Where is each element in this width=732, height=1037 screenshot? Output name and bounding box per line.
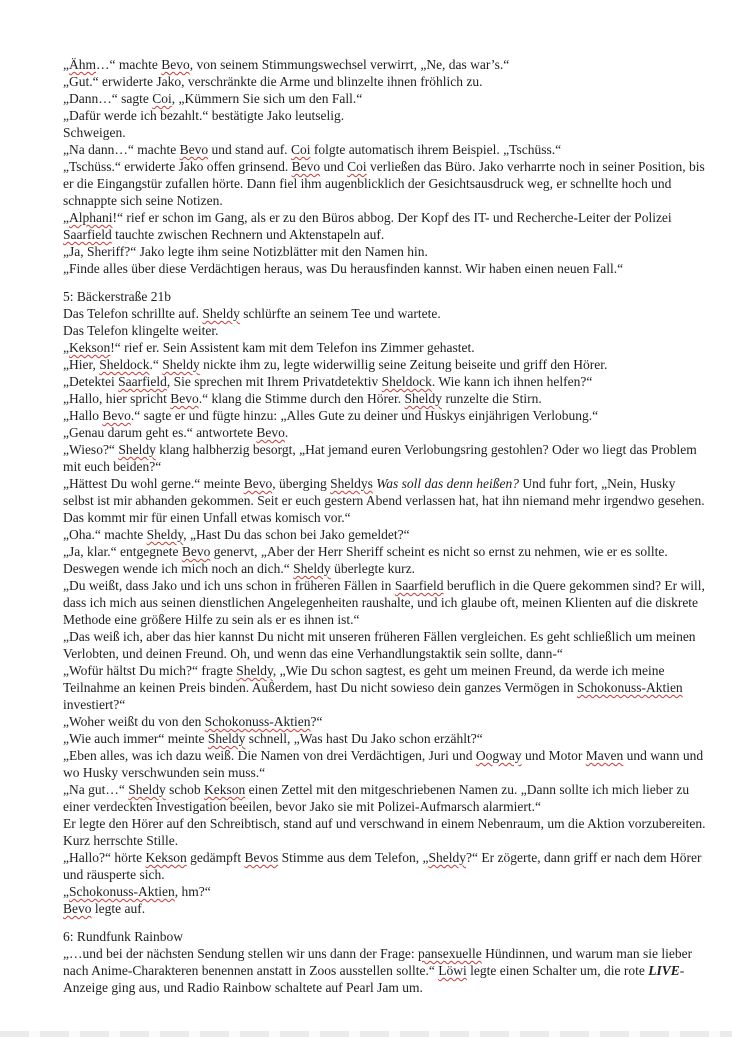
paragraph-spacer <box>63 277 708 288</box>
misspelled-word: Bevo <box>243 476 273 491</box>
text-run: Und fuhr fort, „Nein, Husky selbst ist mir abhanden gekommen. Seit er euch gestern Abend verlassen hat, hat ihn niemand mehr irgendwo gesehen. Das kommt mir für einen Unfall etwas komisch vor.“ <box>63 476 705 525</box>
text-run: .“ klang die Stimme durch den Hörer. <box>198 391 405 406</box>
paragraph <box>63 390 708 407</box>
misspelled-word: Sheldy <box>207 731 246 746</box>
text-run: „Gut.“ erwiderte Jako, verschränkte die Arme und blinzelte ihnen fröhlich zu. <box>63 74 483 89</box>
paragraph <box>63 305 708 322</box>
misspelled-word: Sheldy <box>162 357 200 372</box>
text-run: , von seinem Stimmungswechsel verwirrt, „Ne, das war’s.“ <box>189 57 510 72</box>
paragraph <box>63 713 708 730</box>
text-run: einen Zettel mit den mitgeschriebenen Namen zu. „Dann sollte ich mich lieber zu einer verdeckten Investigation beeilen, bevor Jako sie mit Polizei-Aufmarsch alarmiert.“ <box>63 782 690 814</box>
text-run: „Hier, <box>63 357 100 372</box>
paragraph <box>63 543 708 577</box>
misspelled-word: Sheldy <box>293 561 331 576</box>
paragraph <box>63 339 708 356</box>
text-run: Hündinnen, und warum man sie lieber nach Anime-Charakteren benennen anstatt in Zoos ausstellen sollte.“ <box>63 946 693 978</box>
text-run: „ <box>63 57 69 72</box>
misspelled-word: Bevo <box>102 408 131 423</box>
paragraph <box>63 900 708 917</box>
misspelled-word: pansexuelle <box>418 946 482 961</box>
text-run: , Sie sprechen mit Ihrem Privatdetektiv <box>166 374 382 389</box>
text-run: „ <box>63 210 69 225</box>
text-run: schnell, „Was hast Du Jako schon erzählt?“ <box>245 731 483 746</box>
text-run: schlürfte an seinem Tee und wartete. <box>239 306 441 321</box>
text-run: „Na dann…“ machte <box>63 142 180 157</box>
paragraph-spacer <box>63 917 708 928</box>
text-run: „ <box>63 340 69 355</box>
misspelled-word: Bevo <box>256 425 285 440</box>
emphasis-run: LIVE <box>648 963 680 978</box>
text-run: . <box>284 425 289 440</box>
paragraph <box>63 730 708 747</box>
paragraph <box>63 73 708 90</box>
paragraph <box>63 577 708 628</box>
misspelled-word: Maven <box>585 748 624 763</box>
misspelled-word: Coi <box>152 91 172 106</box>
document-text-body[interactable] <box>63 56 708 996</box>
text-run: legte auf. <box>91 901 146 916</box>
section-heading <box>63 928 708 945</box>
misspelled-word: Schokonuss-Aktien <box>204 714 311 729</box>
paragraph <box>63 107 708 124</box>
text-run: !“ rief er schon im Gang, als er zu den Büros abbog. Der Kopf des IT- und Recherche-Leiter der Polizei <box>112 210 672 225</box>
misspelled-word: Schokonuss-Aktien <box>69 884 175 899</box>
misspelled-word: Bevo <box>63 901 92 916</box>
text-run: …“ machte <box>96 57 162 72</box>
paragraph <box>63 209 708 243</box>
text-run: tauchte zwischen Rechnern und Aktenstapeln auf. <box>111 227 385 242</box>
text-run: „Dafür werde ich bezahlt.“ bestätigte Jako leutselig. <box>63 108 345 123</box>
text-run: „Ja, klar.“ entgegnete <box>63 544 182 559</box>
text-run: Das Telefon schrillte auf. <box>63 306 203 321</box>
misspelled-word: Sheldy <box>428 850 466 865</box>
text-run: nickte ihm zu, legte widerwillig seine Zeitung beiseite und griff den Hörer. <box>199 357 608 372</box>
paragraph <box>63 141 708 158</box>
text-run: Das Telefon klingelte weiter. <box>63 323 219 338</box>
text-run: , „Hast Du das schon bei Jako gemeldet?“ <box>183 527 410 542</box>
misspelled-word: Kekson <box>69 340 111 355</box>
text-run: Stimme aus dem Telefon, „ <box>278 850 429 865</box>
misspelled-word: Kekson <box>145 850 187 865</box>
paragraph <box>63 56 708 73</box>
misspelled-word: Saarfield <box>118 374 167 389</box>
paragraph <box>63 441 708 475</box>
paragraph <box>63 373 708 390</box>
text-run: schob <box>165 782 204 797</box>
text-run: .“ sagte er und fügte hinzu: „Alles Gute zu deiner und Huskys einjährigen Verlobung.“ <box>130 408 599 423</box>
misspelled-word: Oogway <box>475 748 522 763</box>
misspelled-word: Sheldy <box>128 782 166 797</box>
text-run: „ <box>63 884 69 899</box>
text-run: „…und bei der nächsten Sendung stellen wir uns dann der Frage: <box>63 946 419 961</box>
paragraph <box>63 407 708 424</box>
text-run: „Dann…“ sagte <box>63 91 153 106</box>
misspelled-word: Bevo <box>170 391 199 406</box>
text-run: „Detektei <box>63 374 119 389</box>
text-run: . Wie kann ich ihnen helfen?“ <box>431 374 593 389</box>
text-run: „Du weißt, dass Jako und ich uns schon in früheren Fällen in <box>63 578 395 593</box>
paragraph <box>63 90 708 107</box>
text-run: .“ <box>149 357 163 372</box>
paragraph <box>63 158 708 209</box>
paragraph <box>63 243 708 260</box>
paragraph <box>63 124 708 141</box>
misspelled-word: Kekson <box>204 782 246 797</box>
misspelled-word: Sheldock <box>99 357 150 372</box>
misspelled-word: Alphani <box>69 210 113 225</box>
misspelled-word: Ähm <box>69 57 96 72</box>
text-run: und stand auf. <box>208 142 291 157</box>
text-run: runzelte die Stirn. <box>442 391 542 406</box>
text-run: und wann und wo Husky verschwunden sein muss.“ <box>63 748 704 780</box>
text-run: „Wie auch immer“ meinte <box>63 731 208 746</box>
text-run: „Hallo, hier spricht <box>63 391 171 406</box>
text-run: „Finde alles über diese Verdächtigen heraus, was Du herausfinden kannst. Wir haben einen neuen Fall.“ <box>63 261 624 276</box>
paragraph <box>63 424 708 441</box>
text-run: „Na gut…“ <box>63 782 129 797</box>
text-run: „Wieso?“ <box>63 442 119 457</box>
misspelled-word: Sheldy <box>404 391 443 406</box>
misspelled-word: Saarfield <box>394 578 444 593</box>
text-run: „Wofür hältst Du mich?“ fragte <box>63 663 237 678</box>
text-run: „Das weiß ich, aber das hier kannst Du nicht mit unseren früheren Fällen vergleichen. Es geht schließlich um meinen Verlobten, und deinen Freund. Oh, und wenn das eine Verhandlungstaktik sein sollte, dann-“ <box>63 629 696 661</box>
text-run: folgte automatisch ihrem Beispiel. „Tschüss.“ <box>310 142 562 157</box>
text-run: ?“ Er zögerte, dann griff er nach dem Hörer und räusperte sich. <box>63 850 702 882</box>
text-run: investiert?“ <box>63 697 126 712</box>
text-run: klang halbherzig besorgt, „Hat jemand euren Verlobungsring gestohlen? Oder wo liegt das Problem mit euch beiden?“ <box>63 442 697 474</box>
text-run: 5: Bäckerstraße 21b <box>63 289 171 304</box>
section-heading <box>63 288 708 305</box>
text-run: „Hallo?“ hörte <box>63 850 146 865</box>
paragraph <box>63 883 708 900</box>
emphasis-run: Was soll das denn heißen? <box>376 476 519 491</box>
text-run: gedämpft <box>186 850 245 865</box>
text-run: „Ja, Sheriff?“ Jako legte ihm seine Notizblätter mit den Namen hin. <box>63 244 428 259</box>
paragraph <box>63 945 708 996</box>
paragraph <box>63 628 708 662</box>
text-run: Er legte den Hörer auf den Schreibtisch, stand auf und verschwand in einem Nebenraum, um die Aktion vorzubereiten. Kurz herrschte Stille. <box>63 816 706 848</box>
misspelled-word: Sheldys <box>330 476 373 491</box>
text-run: -Anzeige ging aus, und Radio Rainbow schaltete auf Pearl Jam um. <box>63 963 685 995</box>
text-run: „Hättest Du wohl gerne.“ meinte <box>63 476 244 491</box>
paragraph <box>63 260 708 277</box>
text-run: und Motor <box>521 748 586 763</box>
text-run: und <box>320 159 348 174</box>
text-run: 6: Rundfunk Rainbow <box>63 929 183 944</box>
misspelled-word: Sheldy <box>118 442 156 457</box>
misspelled-word: Löwi <box>438 963 467 978</box>
paragraph <box>63 781 708 815</box>
text-run: „Eben alles, was ich dazu weiß. Die Namen von drei Verdächtigen, Juri und <box>63 748 476 763</box>
paragraph <box>63 526 708 543</box>
text-run: Schweigen. <box>63 125 126 140</box>
paragraph <box>63 662 708 713</box>
paragraph <box>63 322 708 339</box>
text-run: überlegte kurz. <box>330 561 416 576</box>
misspelled-word: Bevo <box>291 159 321 174</box>
paragraph <box>63 747 708 781</box>
text-run: „Oha.“ machte <box>63 527 147 542</box>
text-run: , hm?“ <box>174 884 211 899</box>
text-run: „Woher weißt du von den <box>63 714 205 729</box>
text-run: ?“ <box>310 714 323 729</box>
misspelled-word: Sheldy <box>202 306 240 321</box>
paragraph <box>63 849 708 883</box>
paragraph <box>63 356 708 373</box>
text-run: „Tschüss.“ erwiderte Jako offen grinsend. <box>63 159 292 174</box>
text-run: genervt, „Aber der Herr Sheriff scheint es nicht so ernst zu nehmen, wie er es sollte. Deswegen wende ich mich noch an dich.“ <box>63 544 668 576</box>
page-break-edge-decoration <box>0 1031 732 1037</box>
text-run: „Genau darum geht es.“ antwortete <box>63 425 257 440</box>
misspelled-word: Coi <box>290 142 311 157</box>
text-run: , überging <box>272 476 331 491</box>
misspelled-word: Sheldy <box>146 527 184 542</box>
text-run: beruflich in die Quere gekommen sind? Er will, dass ich mich aus seinen dienstlichen Angelegenheiten raushalte, und ich glaube oft, meinen Klienten auf die diskrete Methode eine größere Hilfe zu sein als er es ihnen ist.“ <box>63 578 705 627</box>
misspelled-word: Saarfield <box>63 227 112 242</box>
paragraph <box>63 815 708 849</box>
misspelled-word: Sheldock <box>381 374 432 389</box>
misspelled-word: Bevo <box>179 142 209 157</box>
paragraph <box>63 475 708 526</box>
misspelled-word: Bevos <box>244 850 279 865</box>
misspelled-word: Schokonuss-Aktien <box>576 680 683 695</box>
text-run: „Hallo <box>63 408 103 423</box>
text-run: !“ rief er. Sein Assistent kam mit dem Telefon ins Zimmer gehastet. <box>110 340 475 355</box>
text-run: legte einen Schalter um, die rote <box>466 963 649 978</box>
misspelled-word: Coi <box>347 159 367 174</box>
text-run: verließen das Büro. Jako verharrte noch in seiner Position, bis er die Eingangstür zufallen hörte. Dann fiel ihm augenblicklich der Gesichtsausdruck weg, er schnellte hoch und schnappte sich seine Notizen. <box>63 159 705 208</box>
text-run: , „Kümmern Sie sich um den Fall.“ <box>171 91 363 106</box>
misspelled-word: Bevo <box>161 57 190 72</box>
text-run: , „Wie Du schon sagtest, es geht um meinen Freund, da werde ich meine Teilnahme an keinen Preis binden. Außerdem, hast Du nicht sowieso dein ganzes Vermögen in <box>63 663 665 695</box>
misspelled-word: Sheldy <box>236 663 273 678</box>
misspelled-word: Bevo <box>181 544 211 559</box>
